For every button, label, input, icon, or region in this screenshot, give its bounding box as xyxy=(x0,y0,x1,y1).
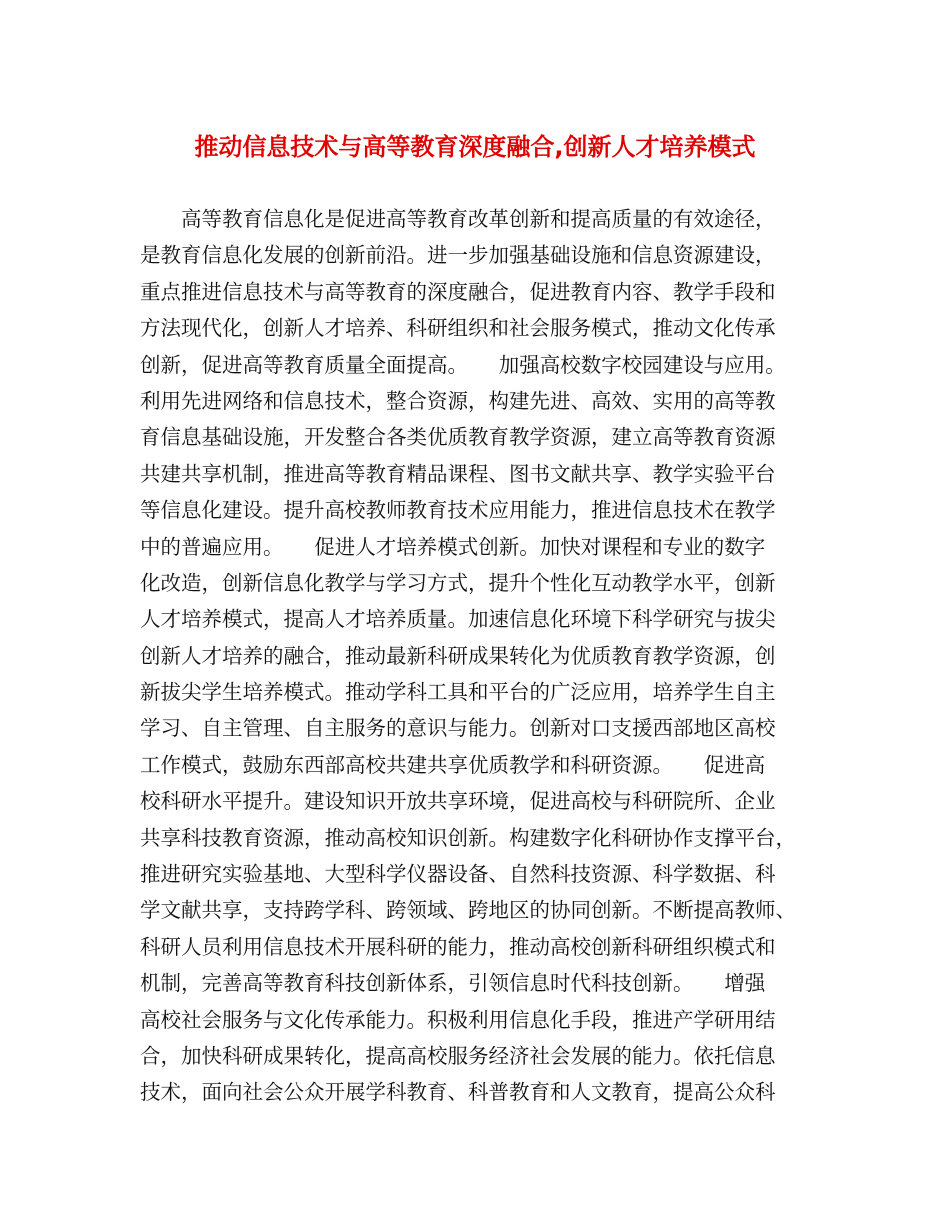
text-line: 创新人才培养的融合，推动最新科研成果转化为优质教育教学资源，创 xyxy=(140,643,776,668)
text-line: 是教育信息化发展的创新前沿。进一步加强基础设施和信息资源建设， xyxy=(140,243,776,268)
text-line: 推进研究实验基地、大型科学仪器设备、自然科技资源、科学数据、科 xyxy=(140,862,776,887)
text-line: 学习、自主管理、自主服务的意识与能力。创新对口支援西部地区高校 xyxy=(140,716,776,741)
text-line: 高校社会服务与文化传承能力。积极利用信息化手段，推进产学研用结 xyxy=(140,1007,776,1032)
text-line: 重点推进信息技术与高等教育的深度融合，促进教育内容、教学手段和 xyxy=(140,279,776,304)
text-line: 创新，促进高等教育质量全面提高。 加强高校数字校园建设与应用。 xyxy=(140,352,786,377)
text-line: 中的普遍应用。 促进人才培养模式创新。加快对课程和专业的数字 xyxy=(140,534,766,559)
text-line: 方法现代化，创新人才培养、科研组织和社会服务模式，推动文化传承 xyxy=(140,316,776,341)
text-line: 化改造，创新信息化教学与学习方式，提升个性化互动教学水平，创新 xyxy=(140,570,776,595)
text-line: 机制，完善高等教育科技创新体系，引领信息时代科技创新。 增强 xyxy=(140,971,766,996)
document-body xyxy=(140,201,840,1111)
text-line: 校科研水平提升。建设知识开放共享环境，促进高校与科研院所、企业 xyxy=(140,789,776,814)
text-line: 育信息基础设施，开发整合各类优质教育教学资源，建立高等教育资源 xyxy=(140,425,776,450)
text-line: 工作模式，鼓励东西部高校共建共享优质教学和科研资源。 促进高 xyxy=(140,752,766,777)
text-line: 高等教育信息化是促进高等教育改革创新和提高质量的有效途径， xyxy=(140,207,776,231)
text-line: 人才培养模式，提高人才培养质量。加速信息化环境下科学研究与拔尖 xyxy=(140,607,776,632)
text-line: 等信息化建设。提升高校教师教育技术应用能力，推进信息技术在教学 xyxy=(140,498,776,523)
text-line: 科研人员利用信息技术开展科研的能力，推动高校创新科研组织模式和 xyxy=(140,934,776,959)
text-line: 技术，面向社会公众开展学科教育、科普教育和人文教育，提高公众科 xyxy=(140,1080,776,1105)
text-line: 利用先进网络和信息技术，整合资源，构建先进、高效、实用的高等教 xyxy=(140,388,776,413)
document-title: 推动信息技术与高等教育深度融合,创新人才培养模式 xyxy=(194,133,756,161)
text-line: 新拔尖学生培养模式。推动学科工具和平台的广泛应用，培养学生自主 xyxy=(140,680,776,705)
text-line: 学文献共享，支持跨学科、跨领域、跨地区的协同创新。不断提高教师、 xyxy=(140,898,796,923)
text-line: 共享科技教育资源，推动高校知识创新。构建数字化科研协作支撑平台， xyxy=(140,825,796,850)
text-line: 合，加快科研成果转化，提高高校服务经济社会发展的能力。依托信息 xyxy=(140,1043,776,1068)
text-line: 共建共享机制，推进高等教育精品课程、图书文献共享、教学实验平台 xyxy=(140,461,776,486)
